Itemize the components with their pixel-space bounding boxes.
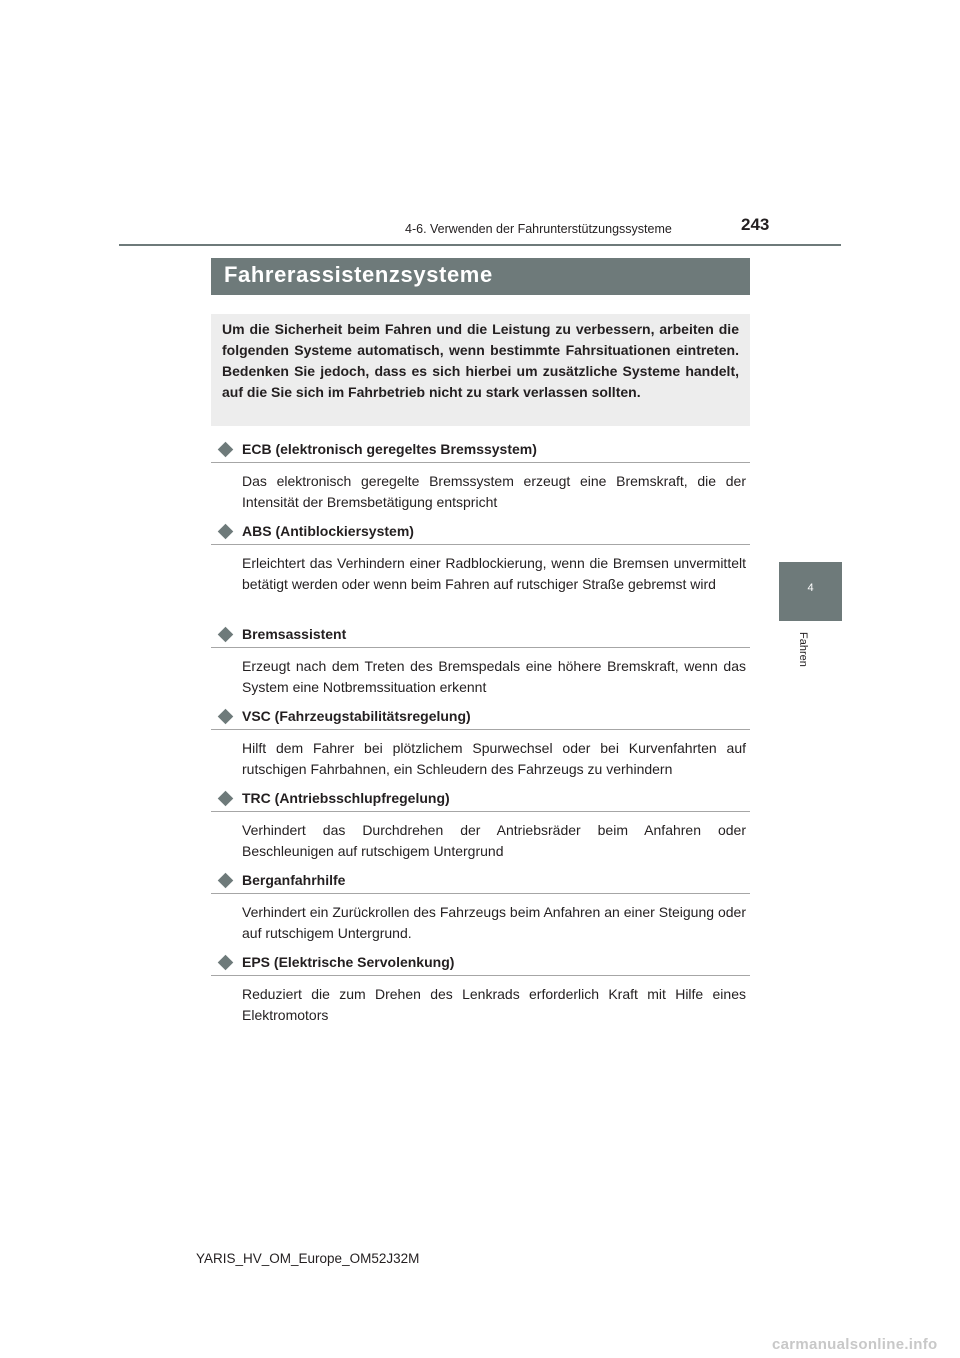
section-text: Hilft dem Fahrer bei plötzlichem Spurwechsel oder bei Kurvenfahrten auf rutschigen Fahrbahnen, ein Schleudern des Fahrzeugs zu verhindern bbox=[242, 740, 746, 777]
header-divider bbox=[119, 244, 841, 246]
diamond-bullet-icon bbox=[218, 955, 234, 971]
page-title: Fahrerassistenzsysteme bbox=[224, 262, 493, 287]
section-vsc bbox=[211, 707, 750, 780]
section-text: Erzeugt nach dem Treten des Bremspedals eine höhere Bremskraft, wenn das System eine Notbremssituation erkennt bbox=[242, 658, 746, 695]
diamond-bullet-icon bbox=[218, 627, 234, 643]
section-text: Das elektronisch geregelte Bremssystem erzeugt eine Bremskraft, die der Intensität der Bremsbetätigung entspricht bbox=[242, 473, 746, 510]
diamond-bullet-icon bbox=[218, 791, 234, 807]
section-text: Erleichtert das Verhindern einer Radblockierung, wenn die Bremsen unvermittelt betätigt werden oder wenn beim Fahren auf rutschiger Straße gebremst wird bbox=[242, 555, 746, 592]
diamond-bullet-icon bbox=[218, 524, 234, 540]
chapter-label: Fahren bbox=[797, 632, 809, 667]
section-trc bbox=[211, 789, 750, 862]
footer-document-code: YARIS_HV_OM_Europe_OM52J32M bbox=[196, 1251, 420, 1266]
page-title-bar bbox=[211, 258, 750, 295]
section-title: TRC (Antriebsschlupfregelung) bbox=[242, 790, 450, 806]
section-bremsassistent bbox=[211, 625, 750, 698]
section-title: Bremsassistent bbox=[242, 626, 347, 642]
section-text: Verhindert ein Zurückrollen des Fahrzeugs beim Anfahren an einer Steigung oder auf rutschigem Untergrund. bbox=[242, 904, 746, 941]
chapter-tab bbox=[779, 562, 842, 621]
section-heading bbox=[211, 707, 750, 730]
section-title: VSC (Fahrzeugstabilitätsregelung) bbox=[242, 708, 471, 724]
intro-text: Um die Sicherheit beim Fahren und die Leistung zu verbessern, arbeiten die folgenden Systeme automatisch, wenn bestimmte Fahrsituationen eintreten. Bedenken Sie jedoch, dass es sich hierbei um zusätzliche Systeme handelt, auf die Sie sich im Fahrbetrieb nicht zu stark verlassen sollten. bbox=[222, 321, 739, 400]
section-heading bbox=[211, 871, 750, 894]
section-berganfahrhilfe bbox=[211, 871, 750, 944]
chapter-number: 4 bbox=[807, 582, 814, 594]
section-heading bbox=[211, 625, 750, 648]
section-title: Berganfahrhilfe bbox=[242, 872, 346, 888]
section-text: Reduziert die zum Drehen des Lenkrads erforderlich Kraft mit Hilfe eines Elektromotors bbox=[242, 986, 746, 1023]
section-text: Verhindert das Durchdrehen der Antriebsräder beim Anfahren oder Beschleunigen auf rutschigem Untergrund bbox=[242, 822, 746, 859]
section-heading bbox=[211, 953, 750, 976]
section-eps bbox=[211, 953, 750, 1026]
section-abs bbox=[211, 522, 750, 595]
intro-box bbox=[211, 314, 750, 426]
section-heading bbox=[211, 440, 750, 463]
section-ecb bbox=[211, 440, 750, 513]
diamond-bullet-icon bbox=[218, 442, 234, 458]
section-title: ECB (elektronisch geregeltes Bremssystem) bbox=[242, 441, 537, 457]
watermark: carmanualsonline.info bbox=[772, 1336, 938, 1353]
page-number: 243 bbox=[741, 215, 770, 234]
header-section-title: 4-6. Verwenden der Fahrunterstützungssysteme bbox=[405, 222, 672, 236]
diamond-bullet-icon bbox=[218, 873, 234, 889]
section-title: ABS (Antiblockiersystem) bbox=[242, 523, 414, 539]
diamond-bullet-icon bbox=[218, 709, 234, 725]
section-heading bbox=[211, 522, 750, 545]
section-heading bbox=[211, 789, 750, 812]
section-title: EPS (Elektrische Servolenkung) bbox=[242, 954, 455, 970]
